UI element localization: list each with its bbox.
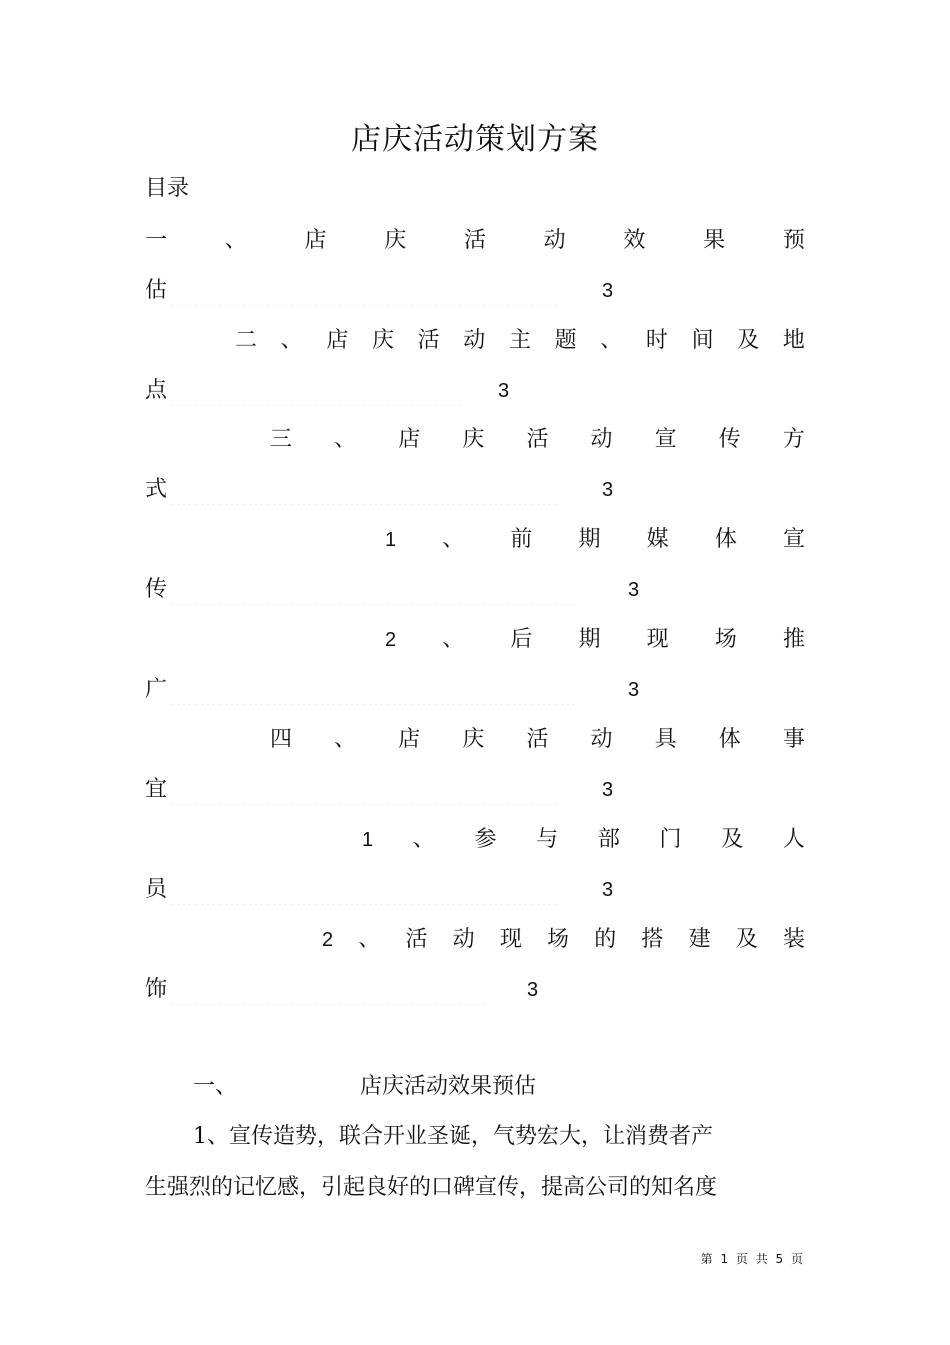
toc-char: 活 xyxy=(526,727,549,752)
toc-char: 四 xyxy=(270,727,293,752)
toc-char: 、 xyxy=(224,228,247,253)
dot-leader xyxy=(169,775,557,805)
toc-char: 店 xyxy=(398,727,421,752)
toc-char: 场 xyxy=(714,627,737,652)
toc-char: 庆 xyxy=(462,427,485,452)
toc-char: 搭 xyxy=(641,927,664,952)
toc-entry-heading xyxy=(322,925,805,955)
toc-char: 事 xyxy=(782,727,805,752)
toc-char: 现 xyxy=(499,927,522,952)
toc-entry-tail: 估 xyxy=(145,278,168,303)
toc-heading: 目录 xyxy=(145,176,190,201)
toc-entry-leader xyxy=(145,376,464,406)
dot-leader xyxy=(169,376,464,406)
toc-entry-tail: 宜 xyxy=(145,777,168,802)
toc-char: 部 xyxy=(597,827,620,852)
paragraph-line: 生强烈的记忆感，引起良好的口碑宣传，提高公司的知名度 xyxy=(145,1175,718,1200)
toc-page-number: 3 xyxy=(602,479,614,501)
toc-entry-leader xyxy=(145,975,489,1005)
toc-char: 地 xyxy=(782,328,805,353)
toc-char: 与 xyxy=(536,827,559,852)
toc-char: 店 xyxy=(304,228,327,253)
toc-char: 1 xyxy=(362,829,374,851)
toc-char: 建 xyxy=(688,927,711,952)
toc-char: 1 xyxy=(385,529,397,551)
toc-char: 、 xyxy=(334,727,357,752)
toc-char: 店 xyxy=(398,427,421,452)
toc-char: 期 xyxy=(578,627,601,652)
toc-page-number: 3 xyxy=(527,979,539,1001)
toc-entry-tail: 广 xyxy=(145,677,168,702)
toc-entry-heading xyxy=(385,525,805,555)
toc-char: 传 xyxy=(718,427,741,452)
toc-char: 庆 xyxy=(371,328,394,353)
toc-char: 间 xyxy=(691,328,714,353)
toc-entry-leader xyxy=(145,775,557,805)
toc-char: 、 xyxy=(442,527,465,552)
dot-leader xyxy=(169,975,489,1005)
toc-char: 活 xyxy=(417,328,440,353)
toc-char: 参 xyxy=(474,827,497,852)
section-heading: 店庆活动效果预估 xyxy=(360,1074,537,1099)
toc-char: 活 xyxy=(463,228,486,253)
toc-char: 庆 xyxy=(462,727,485,752)
toc-char: 动 xyxy=(463,328,486,353)
section-number: 一、 xyxy=(193,1074,238,1099)
dot-leader xyxy=(169,475,557,505)
toc-entry-tail: 点 xyxy=(145,378,168,403)
toc-char: 期 xyxy=(578,527,601,552)
toc-char: 具 xyxy=(654,727,677,752)
toc-entry-leader xyxy=(145,875,557,905)
toc-entry-leader xyxy=(145,575,577,605)
toc-char: 体 xyxy=(718,727,741,752)
toc-char: 、 xyxy=(334,427,357,452)
toc-entry-heading xyxy=(235,326,805,356)
toc-entry-leader xyxy=(145,675,577,705)
toc-char: 、 xyxy=(600,328,623,353)
toc-char: 方 xyxy=(782,427,805,452)
toc-char: 、 xyxy=(412,827,435,852)
toc-char: 宣 xyxy=(654,427,677,452)
dot-leader xyxy=(169,575,577,605)
toc-entry-leader xyxy=(145,276,557,306)
toc-page-number: 3 xyxy=(602,879,614,901)
toc-char: 三 xyxy=(270,427,293,452)
toc-entry-tail: 员 xyxy=(145,877,168,902)
toc-entry-heading xyxy=(385,625,805,655)
toc-char: 动 xyxy=(590,427,613,452)
toc-char: 媒 xyxy=(646,527,669,552)
toc-char: 现 xyxy=(646,627,669,652)
toc-page-number: 3 xyxy=(628,679,640,701)
toc-char: 、 xyxy=(358,927,381,952)
toc-entry-leader xyxy=(145,475,557,505)
toc-entry-tail: 饰 xyxy=(145,977,168,1002)
toc-char: 二 xyxy=(235,328,258,353)
toc-char: 预 xyxy=(782,228,805,253)
toc-char: 2 xyxy=(385,629,397,651)
toc-char: 一 xyxy=(145,228,168,253)
toc-char: 题 xyxy=(554,328,577,353)
toc-char: 庆 xyxy=(384,228,407,253)
toc-char: 果 xyxy=(703,228,726,253)
toc-char: 2 xyxy=(322,929,334,951)
toc-page-number: 3 xyxy=(602,779,614,801)
toc-page-number: 3 xyxy=(602,280,614,302)
toc-char: 动 xyxy=(590,727,613,752)
toc-char: 活 xyxy=(526,427,549,452)
toc-char: 人 xyxy=(782,827,805,852)
toc-char: 宣 xyxy=(782,527,805,552)
toc-entry-tail: 式 xyxy=(145,477,168,502)
toc-char: 前 xyxy=(510,527,533,552)
toc-char: 动 xyxy=(452,927,475,952)
toc-char: 及 xyxy=(737,328,760,353)
toc-char: 门 xyxy=(659,827,682,852)
toc-page-number: 3 xyxy=(628,579,640,601)
toc-char: 体 xyxy=(714,527,737,552)
toc-char: 动 xyxy=(543,228,566,253)
document-title: 店庆活动策划方案 xyxy=(351,122,599,157)
toc-char: 、 xyxy=(442,627,465,652)
toc-char: 场 xyxy=(547,927,570,952)
toc-char: 、 xyxy=(280,328,303,353)
dot-leader xyxy=(169,276,557,306)
toc-char: 的 xyxy=(594,927,617,952)
toc-char: 活 xyxy=(405,927,428,952)
toc-char: 主 xyxy=(508,328,531,353)
toc-char: 推 xyxy=(782,627,805,652)
toc-char: 效 xyxy=(623,228,646,253)
dot-leader xyxy=(169,675,577,705)
page-footer: 第 1 页 共 5 页 xyxy=(700,1252,805,1266)
toc-entry-heading xyxy=(270,725,805,755)
toc-char: 后 xyxy=(510,627,533,652)
dot-leader xyxy=(169,875,557,905)
toc-char: 及 xyxy=(735,927,758,952)
toc-page-number: 3 xyxy=(498,380,510,402)
toc-entry-heading xyxy=(270,425,805,455)
toc-char: 店 xyxy=(326,328,349,353)
toc-char: 及 xyxy=(721,827,744,852)
toc-entry-heading xyxy=(362,825,805,855)
toc-entry-heading xyxy=(145,226,805,256)
toc-char: 装 xyxy=(782,927,805,952)
toc-entry-tail: 传 xyxy=(145,577,168,602)
paragraph-line: 1、宣传造势，联合开业圣诞，气势宏大，让消费者产 xyxy=(193,1124,713,1149)
toc-char: 时 xyxy=(645,328,668,353)
